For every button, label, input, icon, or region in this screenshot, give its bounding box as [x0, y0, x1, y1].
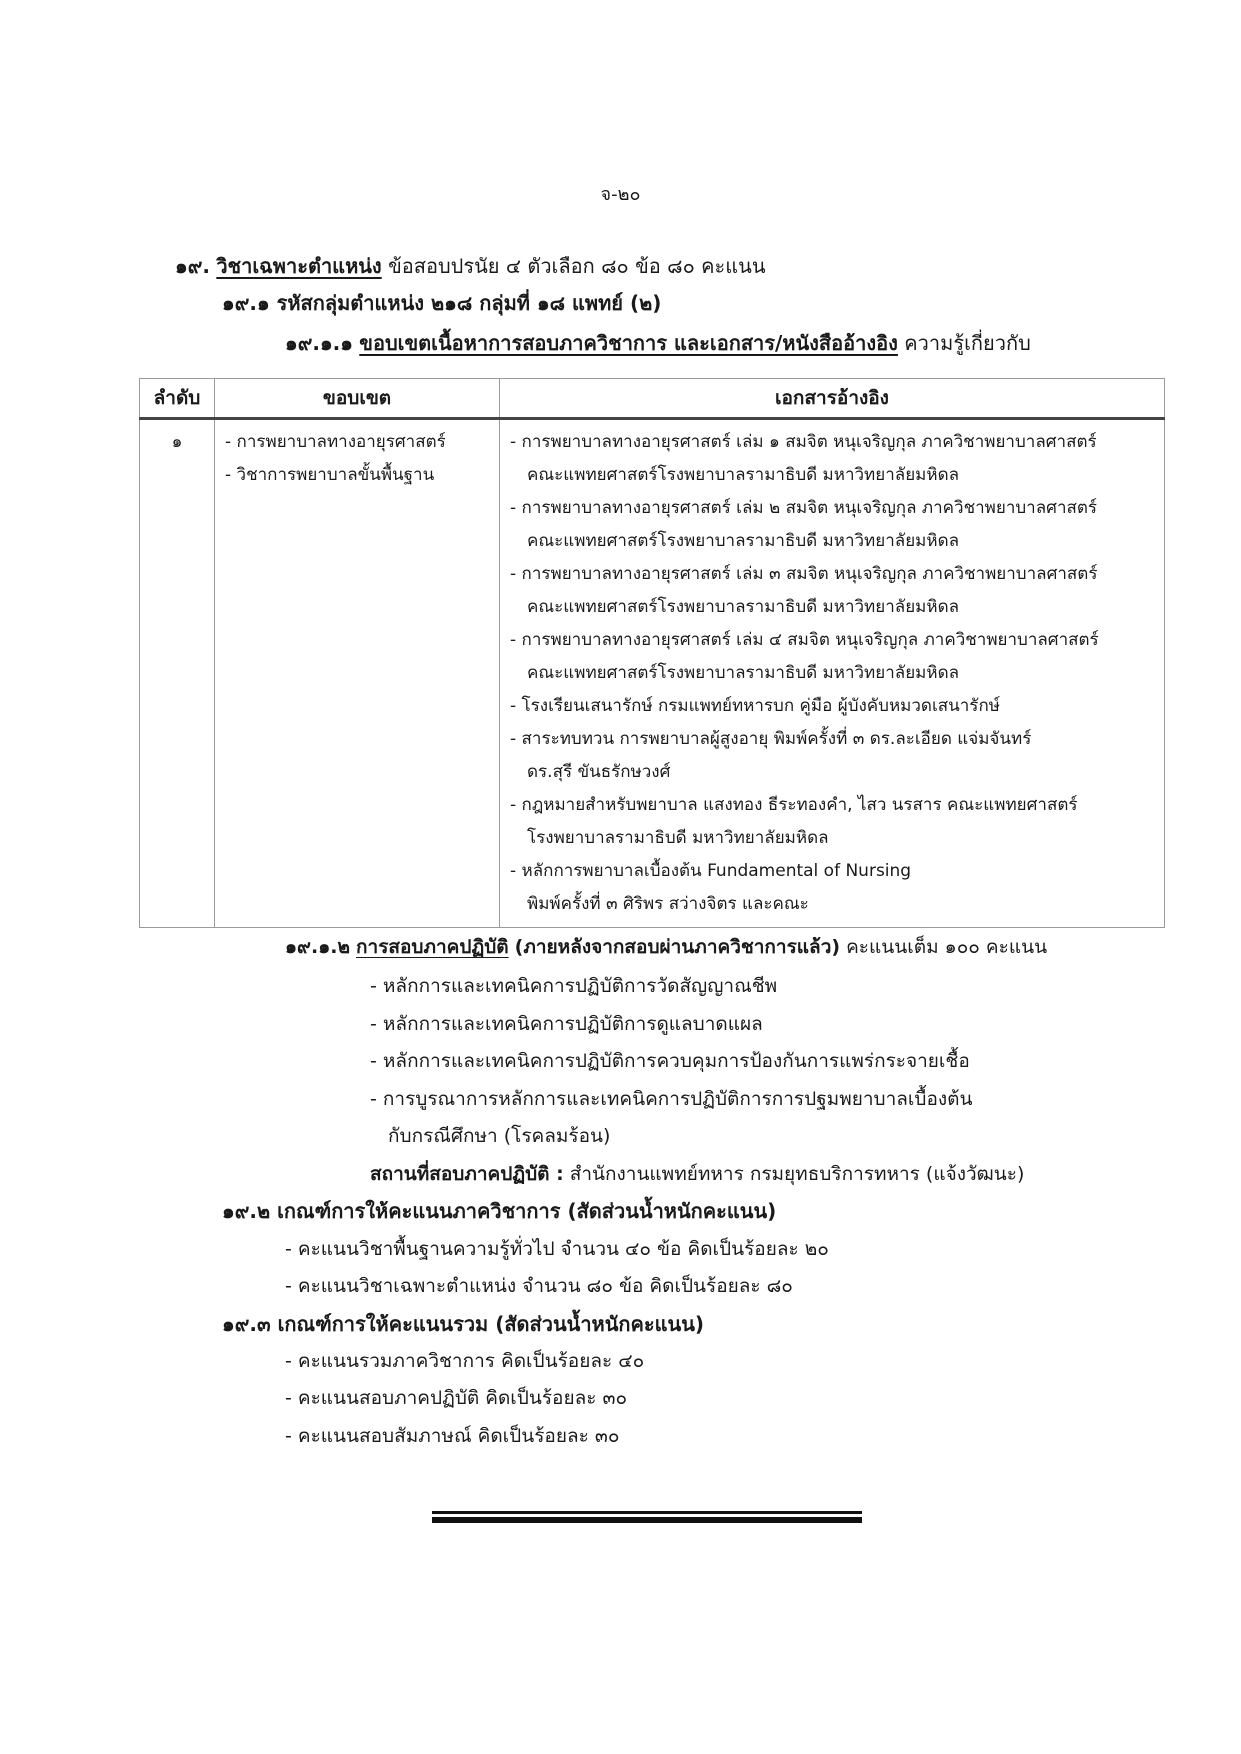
practical-item: - หลักการและเทคนิคการปฏิบัติการดูแลบาดแผล	[370, 1013, 763, 1035]
reference-line: - สาระทบทวน การพยาบาลผู้สูงอายุ พิมพ์ครั้งที่ ๓ ดร.ละเอียด แจ่มจันทร์	[510, 729, 1032, 749]
section-19-1-1-suffix: ความรู้เกี่ยวกับ	[904, 331, 1031, 355]
reference-line: - หลักการพยาบาลเบื้องต้น Fundamental of Nursing	[510, 861, 912, 881]
section-19-3-title: เกณฑ์การให้คะแนนรวม (สัดส่วนน้ำหนักคะแนน)	[277, 1312, 705, 1336]
total-score-item: - คะแนนสอบสัมภาษณ์ คิดเป็นร้อยละ ๓๐	[285, 1425, 620, 1447]
section-19-1-2-heading	[285, 938, 1047, 957]
section-19-number: ๑๙.	[175, 254, 210, 278]
section-19-3-heading	[222, 1314, 704, 1334]
closing-rule-top	[432, 1511, 862, 1514]
section-19-2-number: ๑๙.๒	[222, 1199, 271, 1223]
row-number-cell	[140, 419, 215, 928]
scope-cell	[215, 419, 500, 928]
section-19-1-heading	[222, 293, 661, 313]
page-number: จ-๒๐	[600, 184, 641, 205]
references-cell	[500, 419, 1165, 928]
section-19-1-1-title: ขอบเขตเนื้อหาการสอบภาควิชาการ และเอกสาร/หนังสืออ้างอิง	[359, 331, 898, 355]
header-scope: ขอบเขต	[215, 379, 500, 419]
practical-venue-label: สถานที่สอบภาคปฏิบัติ :	[370, 1163, 564, 1185]
table-header-row	[140, 379, 1165, 419]
reference-table	[139, 378, 1165, 928]
academic-score-item: - คะแนนวิชาพื้นฐานความรู้ทั่วไป จำนวน ๔๐ ข้อ คิดเป็นร้อยละ ๒๐	[285, 1238, 829, 1260]
header-no: ลำดับ	[140, 379, 215, 419]
section-19-3-number: ๑๙.๓	[222, 1312, 271, 1336]
practical-item: - การบูรณาการหลักการและเทคนิคการปฏิบัติการการปฐมพยาบาลเบื้องต้น	[370, 1088, 973, 1110]
closing-rule-bottom	[432, 1517, 862, 1523]
section-19-2-title: เกณฑ์การให้คะแนนภาควิชาการ (สัดส่วนน้ำหนักคะแนน)	[277, 1199, 777, 1223]
row-number: ๑	[171, 432, 183, 452]
reference-line: โรงพยาบาลรามาธิบดี มหาวิทยาลัยมหิดล	[527, 828, 829, 848]
reference-line: - การพยาบาลทางอายุรศาสตร์ เล่ม ๓ สมจิต หนุเจริญกุล ภาควิชาพยาบาลศาสตร์	[510, 564, 1098, 584]
scope-item: - การพยาบาลทางอายุรศาสตร์	[225, 432, 446, 452]
section-19-1-title: รหัสกลุ่มตำแหน่ง ๒๑๘ กลุ่มที่ ๑๘ แพทย์ (๒)	[276, 291, 662, 315]
section-19-1-2-note: (ภายหลังจากสอบผ่านภาควิชาการแล้ว)	[514, 936, 841, 958]
reference-line: ดร.สุรี ขันธรักษวงศ์	[527, 762, 671, 782]
section-19-1-2-title: การสอบภาคปฏิบัติ	[356, 936, 509, 958]
reference-line: - การพยาบาลทางอายุรศาสตร์ เล่ม ๑ สมจิต หนุเจริญกุล ภาควิชาพยาบาลศาสตร์	[510, 432, 1097, 452]
reference-line: คณะแพทยศาสตร์โรงพยาบาลรามาธิบดี มหาวิทยาลัยมหิดล	[527, 663, 960, 683]
reference-line: - กฎหมายสำหรับพยาบาล แสงทอง ธีระทองคำ, ไสว นรสาร คณะแพทยศาสตร์	[510, 795, 1078, 815]
practical-item: - หลักการและเทคนิคการปฏิบัติการควบคุมการป้องกันการแพร่กระจายเชื้อ	[370, 1050, 970, 1072]
section-19-1-2-number: ๑๙.๑.๒	[285, 936, 350, 958]
reference-line: คณะแพทยศาสตร์โรงพยาบาลรามาธิบดี มหาวิทยาลัยมหิดล	[527, 531, 960, 551]
total-score-item: - คะแนนรวมภาควิชาการ คิดเป็นร้อยละ ๔๐	[285, 1350, 645, 1372]
academic-score-item: - คะแนนวิชาเฉพาะตำแหน่ง จำนวน ๘๐ ข้อ คิดเป็นร้อยละ ๘๐	[285, 1275, 793, 1297]
section-19-1-2-score: คะแนนเต็ม ๑๐๐ คะแนน	[846, 936, 1048, 958]
section-19-heading	[175, 256, 766, 276]
practical-item-continued: กับกรณีศึกษา (โรคลมร้อน)	[388, 1125, 611, 1147]
reference-line: พิมพ์ครั้งที่ ๓ ศิริพร สว่างจิตร และคณะ	[527, 894, 809, 914]
practical-item: - หลักการและเทคนิคการปฏิบัติการวัดสัญญาณชีพ	[370, 975, 778, 997]
practical-venue	[370, 1165, 1024, 1184]
section-19-2-heading	[222, 1201, 776, 1221]
total-score-item: - คะแนนสอบภาคปฏิบัติ คิดเป็นร้อยละ ๓๐	[285, 1387, 628, 1409]
reference-line: - การพยาบาลทางอายุรศาสตร์ เล่ม ๒ สมจิต หนุเจริญกุล ภาควิชาพยาบาลศาสตร์	[510, 498, 1098, 518]
section-19-title: วิชาเฉพาะตำแหน่ง	[216, 254, 382, 278]
section-19-description: ข้อสอบปรนัย ๔ ตัวเลือก ๘๐ ข้อ ๘๐ คะแนน	[388, 254, 766, 278]
reference-line: - โรงเรียนเสนารักษ์ กรมแพทย์ทหารบก คู่มือ ผู้บังคับหมวดเสนารักษ์	[510, 696, 1000, 716]
practical-venue-value: สำนักงานแพทย์ทหาร กรมยุทธบริการทหาร (แจ้งวัฒนะ)	[569, 1163, 1025, 1185]
section-19-1-number: ๑๙.๑	[222, 291, 270, 315]
reference-line: คณะแพทยศาสตร์โรงพยาบาลรามาธิบดี มหาวิทยาลัยมหิดล	[527, 465, 960, 485]
table-row	[140, 419, 1165, 928]
reference-line: - การพยาบาลทางอายุรศาสตร์ เล่ม ๔ สมจิต หนุเจริญกุล ภาควิชาพยาบาลศาสตร์	[510, 630, 1099, 650]
section-19-1-1-number: ๑๙.๑.๑	[285, 331, 353, 355]
section-19-1-1-heading	[285, 333, 1031, 353]
header-references: เอกสารอ้างอิง	[500, 379, 1165, 419]
scope-item: - วิชาการพยาบาลขั้นพื้นฐาน	[225, 465, 435, 485]
reference-line: คณะแพทยศาสตร์โรงพยาบาลรามาธิบดี มหาวิทยาลัยมหิดล	[527, 597, 960, 617]
